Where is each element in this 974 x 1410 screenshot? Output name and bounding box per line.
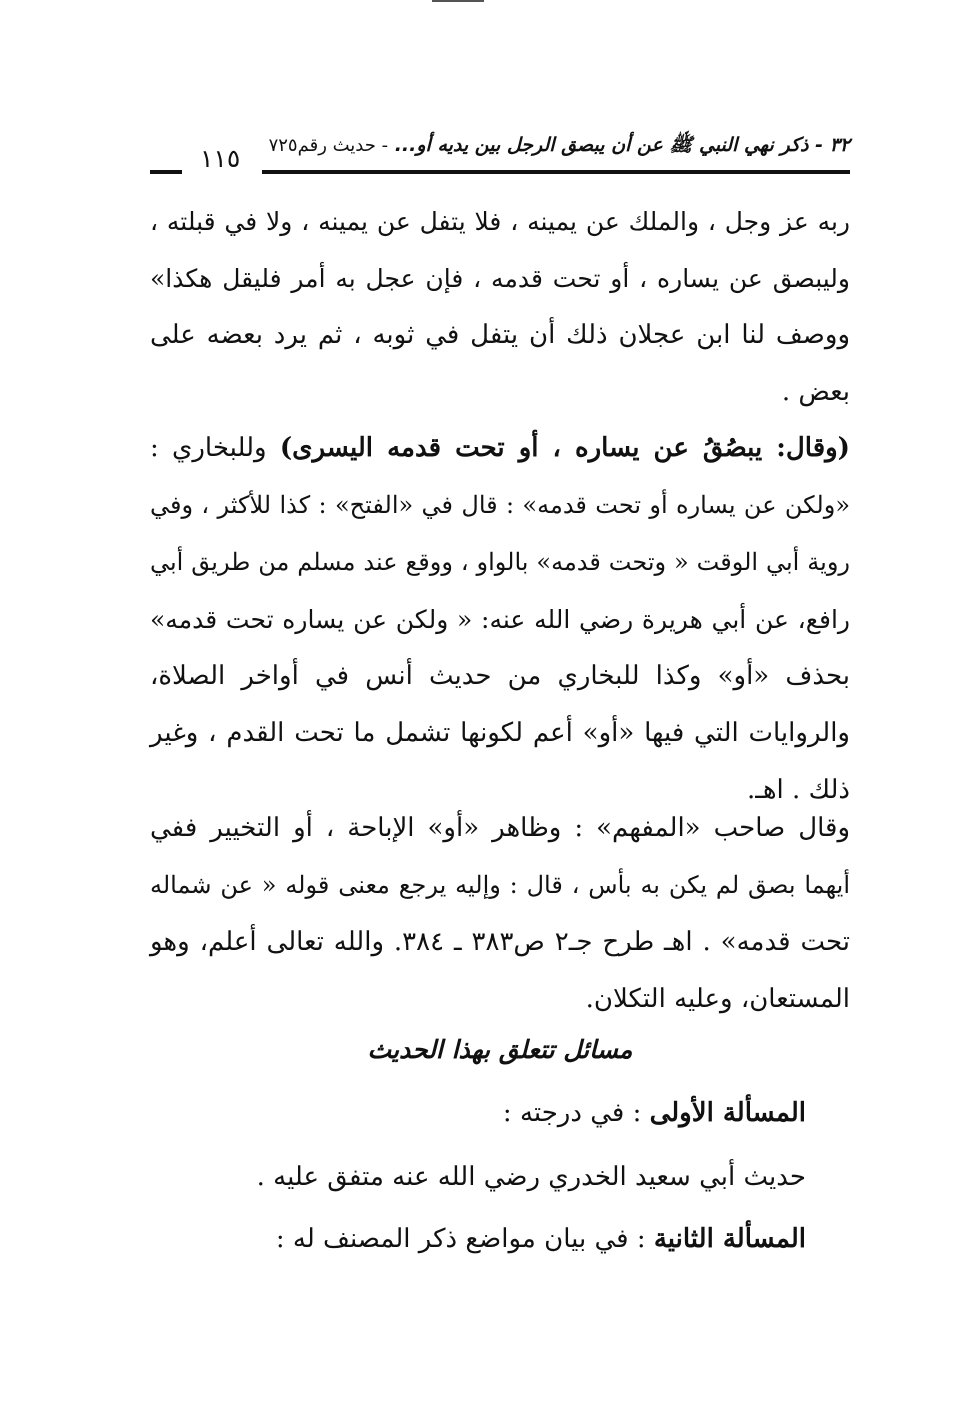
chapter-title-text: ٣٢ - ذكر نهي النبي ﷺ عن أن يبصق الرجل بين يديه أو... bbox=[394, 134, 850, 156]
issue-first-text: : في درجته : bbox=[502, 1098, 650, 1128]
text-line: والروايات التي فيها «أو» أعم لكونها تشمل ما تحت القدم ، وغير bbox=[150, 718, 850, 748]
text-line: روية أبي الوقت « وتحت قدمه» بالواو ، ووقع عند مسلم من طريق أبي bbox=[150, 548, 850, 576]
issue-second-text: : في بيان مواضع ذكر المصنف له : bbox=[275, 1224, 654, 1254]
section-heading: مسائل تتعلق بهذا الحديث bbox=[367, 1035, 633, 1064]
paragraph-3 bbox=[150, 800, 850, 1028]
text-line: تحت قدمه» . اهـ طرح جـ٢ ص٣٨٣ ـ ٣٨٤. والله تعالى أعلم، وهو bbox=[150, 927, 850, 957]
paragraph-1 bbox=[150, 193, 850, 421]
header-rule bbox=[262, 170, 850, 174]
page-number: ١١٥ bbox=[200, 144, 241, 173]
text-fragment: وللبخاري : bbox=[150, 433, 280, 463]
text-line: ووصف لنا ابن عجلان ذلك أن يتفل في ثوبه ، ثم يرد بعضه على bbox=[150, 320, 850, 350]
running-header bbox=[150, 126, 850, 176]
text-line: «ولكن عن يساره أو تحت قدمه» : قال في «الفتح» : كذا للأكثر ، وفي bbox=[150, 491, 850, 519]
text-line: أيهما بصق لم يكن به بأس ، قال : وإليه يرجع معنى قوله « عن شماله bbox=[150, 871, 850, 899]
text-line: بحذف «أو» وكذا للبخاري من حديث أنس في أواخر الصلاة، bbox=[150, 661, 850, 691]
text-line bbox=[150, 420, 850, 477]
text-line: المستعان، وعليه التكلان. bbox=[585, 984, 850, 1014]
hadith-grade: حديث أبي سعيد الخدري رضي الله عنه متفق عليه . bbox=[256, 1162, 806, 1192]
issue-first-label: المسألة الأولى bbox=[649, 1098, 806, 1128]
text-line: بعض . bbox=[781, 377, 850, 407]
paragraph-2 bbox=[150, 420, 850, 819]
text-line: وليبصق عن يساره ، أو تحت قدمه ، فإن عجل به أمر فليقل هكذا» bbox=[150, 264, 850, 293]
text-line: وقال صاحب «المفهم» : وظاهر «أو» الإباحة ، أو التخيير ففي bbox=[150, 813, 850, 843]
hadith-number: - حديث رقم٧٢٥ bbox=[268, 135, 389, 156]
top-edge-mark bbox=[432, 0, 484, 2]
issue-second-label: المسألة الثانية bbox=[653, 1224, 806, 1254]
chapter-title bbox=[269, 132, 850, 159]
issue-second bbox=[276, 1214, 806, 1264]
text-line: ربه عز وجل ، والملك عن يمينه ، فلا يتفل عن يمينه ، ولا في قبلته ، bbox=[150, 207, 850, 236]
issue-first bbox=[503, 1088, 806, 1138]
text-line: ذلك . اهـ. bbox=[746, 775, 850, 805]
page-number-dash bbox=[150, 170, 182, 174]
text-line: رافع، عن أبي هريرة رضي الله عنه: « ولكن عن يساره تحت قدمه» bbox=[150, 605, 850, 634]
quoted-matn: (وقال: يبصُقُ عن يساره ، أو تحت قدمه اليسرى) bbox=[279, 433, 850, 463]
